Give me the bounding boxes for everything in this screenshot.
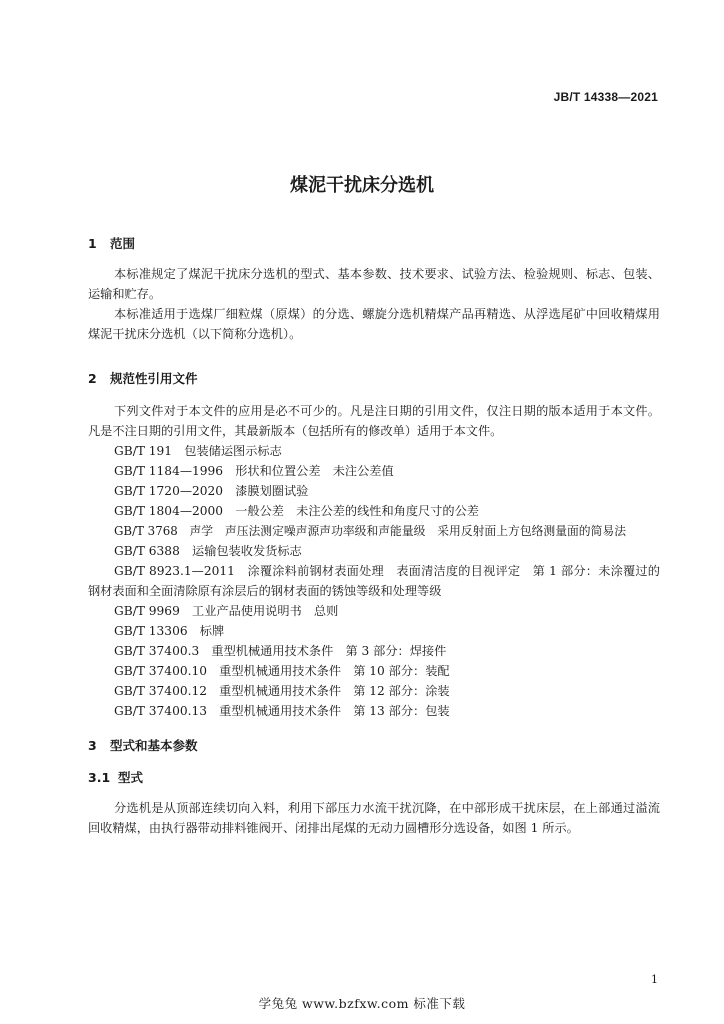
section-2-heading bbox=[88, 369, 198, 387]
subsection-title: 型式 bbox=[118, 770, 144, 785]
section-title: 型式和基本参数 bbox=[110, 738, 198, 753]
reference-item: GB/T 1720—2020 漆膜划圈试验 bbox=[114, 484, 309, 498]
subsection-3-1-paragraph: 分选机是从顶部连续切向入料，利用下部压力水流干扰沉降，在中部形成干扰床层，在上部通过溢流回收精煤，由执行器带动排料锥阀开、闭排出尾煤的无动力圆槽形分选设备，如图 1 所示。 bbox=[88, 801, 660, 835]
section-3-heading bbox=[88, 736, 198, 754]
reference-item: GB/T 9969 工业产品使用说明书 总则 bbox=[114, 604, 339, 618]
reference-item: GB/T 37400.13 重型机械通用技术条件 第 13 部分：包装 bbox=[114, 704, 450, 718]
section-title: 范围 bbox=[110, 236, 136, 251]
section-1-heading bbox=[88, 234, 135, 252]
standard-code: JB/T 14338—2021 bbox=[553, 90, 658, 104]
reference-item: GB/T 13306 标牌 bbox=[114, 624, 225, 638]
document-title: 煤泥干扰床分选机 bbox=[290, 175, 434, 196]
subsection-3-1-heading bbox=[88, 768, 143, 786]
reference-item: GB/T 1804—2000 一般公差 未注公差的线性和角度尺寸的公差 bbox=[114, 504, 479, 518]
reference-item: GB/T 8923.1—2011 涂覆涂料前钢材表面处理 表面清洁度的目视评定 第 1 部分：未涂覆过的钢材表面和全面清除原有涂层后的钢材表面的锈蚀等级和处理等级 bbox=[88, 564, 660, 598]
section-1-paragraph-1: 本标准规定了煤泥干扰床分选机的型式、基本参数、技术要求、试验方法、检验规则、标志、包装、运输和贮存。 bbox=[88, 267, 660, 301]
section-number: 2 bbox=[88, 371, 97, 386]
footer-watermark: 学兔兔 www.bzfxw.com 标准下载 bbox=[258, 996, 466, 1011]
reference-item: GB/T 191 包装储运图示标志 bbox=[114, 444, 282, 458]
reference-item: GB/T 37400.3 重型机械通用技术条件 第 3 部分：焊接件 bbox=[114, 644, 447, 658]
section-title: 规范性引用文件 bbox=[110, 371, 198, 386]
section-2-intro: 下列文件对于本文件的应用是必不可少的。凡是注日期的引用文件，仅注日期的版本适用于本文件。凡是不注日期的引用文件，其最新版本（包括所有的修改单）适用于本文件。 bbox=[88, 404, 660, 438]
reference-item: GB/T 37400.12 重型机械通用技术条件 第 12 部分：涂装 bbox=[114, 684, 450, 698]
reference-item: GB/T 37400.10 重型机械通用技术条件 第 10 部分：装配 bbox=[114, 664, 450, 678]
section-number: 3 bbox=[88, 738, 97, 753]
reference-item: GB/T 1184—1996 形状和位置公差 未注公差值 bbox=[114, 464, 394, 478]
section-number: 1 bbox=[88, 236, 97, 251]
section-1-paragraph-2: 本标准适用于选煤厂细粒煤（原煤）的分选、螺旋分选机精煤产品再精选、从浮选尾矿中回收精煤用煤泥干扰床分选机（以下简称分选机）。 bbox=[88, 307, 660, 341]
subsection-number: 3.1 bbox=[88, 770, 111, 785]
reference-item: GB/T 3768 声学 声压法测定噪声源声功率级和声能量级 采用反射面上方包络测量面的简易法 bbox=[114, 524, 626, 538]
page-number: 1 bbox=[651, 973, 658, 986]
reference-item: GB/T 6388 运输包装收发货标志 bbox=[114, 544, 302, 558]
